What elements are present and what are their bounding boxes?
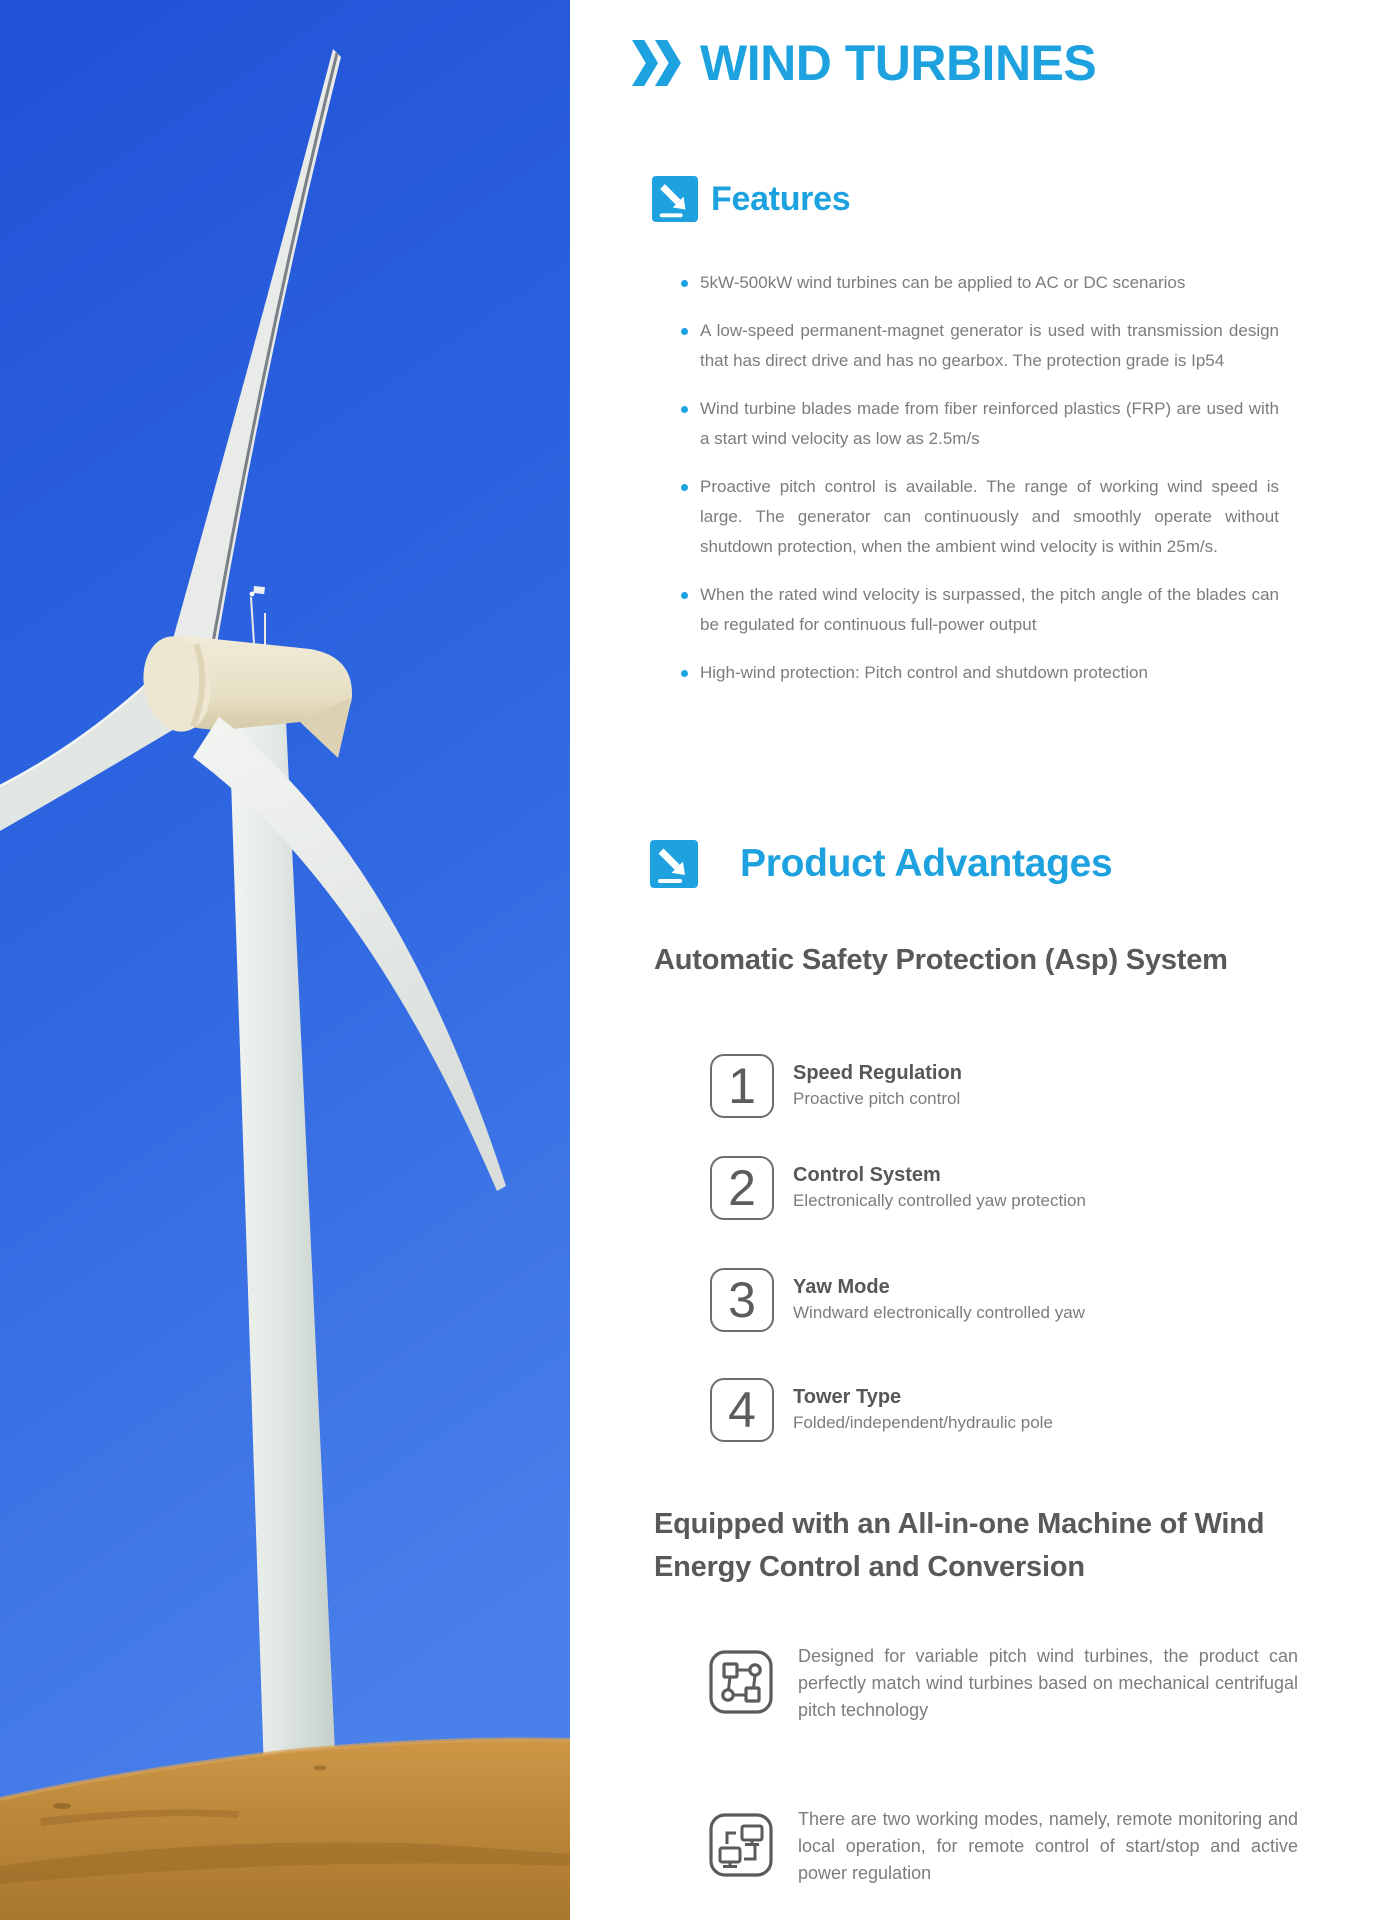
features-bullet-list (681, 268, 1279, 706)
machine-feature-text: There are two working modes, namely, remote monitoring and local operation, for remote control of start/stop and active power regulation (798, 1809, 1298, 1883)
advantage-item (710, 1378, 1053, 1442)
machine-feature-text: Designed for variable pitch wind turbines, the product can perfectly match wind turbines based on mechanical centrifugal pitch technology (798, 1646, 1298, 1720)
antenna-tip (250, 592, 255, 597)
features-heading: Features (711, 179, 851, 218)
advantage-title: Yaw Mode (793, 1276, 890, 1298)
feature-bullet: Wind turbine blades made from fiber reinforced plastics (FRP) are used with a start wind velocity as low as 2.5m/s (681, 394, 1279, 454)
advantage-title: Speed Regulation (793, 1062, 962, 1084)
content-column (570, 0, 1376, 1920)
advantage-item (710, 1156, 1086, 1220)
diagonal-arrow-square-icon (650, 840, 698, 888)
grass-tuft (53, 1803, 71, 1809)
advantage-description: Electronically controlled yaw protection (793, 1191, 1086, 1210)
advantage-description: Proactive pitch control (793, 1089, 961, 1108)
all-in-one-machine-subheading: Equipped with an All-in-one Machine of Wind Energy Control and Conversion (654, 1508, 1265, 1583)
asp-system-subheading: Automatic Safety Protection (Asp) System (654, 944, 1228, 976)
antenna-plate (253, 586, 265, 594)
diagram-nodes-icon (709, 1650, 773, 1714)
wind-turbine-photo (0, 0, 570, 1920)
page-title-row (632, 34, 1096, 92)
machine-feature-row (709, 1643, 1298, 1724)
feature-bullet: High-wind protection: Pitch control and shutdown protection (681, 658, 1279, 688)
advantage-title: Control System (793, 1164, 941, 1186)
machine-feature-row (709, 1806, 1298, 1887)
advantage-description: Windward electronically controlled yaw (793, 1303, 1085, 1322)
remote-monitoring-icon (709, 1813, 773, 1877)
advantage-title: Tower Type (793, 1386, 902, 1408)
feature-bullet: A low-speed permanent-magnet generator is used with transmission design that has direct drive and has no gearbox. The protection grade is Ip54 (681, 316, 1279, 376)
feature-bullet: Proactive pitch control is available. The range of working wind speed is large. The generator can continuously and smoothly operate without shutdown protection, when the ambient wind velocity is within 25m/s. (681, 472, 1279, 562)
product-advantages-section-header (650, 840, 1112, 888)
advantage-item (710, 1268, 1085, 1332)
number-box: 3 (710, 1268, 774, 1332)
double-chevron-right-icon (632, 40, 684, 86)
diagonal-arrow-square-icon (652, 176, 698, 222)
page-title: WIND TURBINES (700, 35, 1097, 91)
number-box: 4 (710, 1378, 774, 1442)
advantage-item (710, 1054, 962, 1118)
features-section-header (652, 176, 850, 222)
grass-tuft (313, 1766, 327, 1771)
product-advantages-heading: Product Advantages (740, 842, 1113, 885)
number-box: 1 (710, 1054, 774, 1118)
number-box: 2 (710, 1156, 774, 1220)
advantage-description: Folded/independent/hydraulic pole (793, 1413, 1053, 1432)
feature-bullet: 5kW-500kW wind turbines can be applied to AC or DC scenarios (681, 268, 1279, 298)
feature-bullet: When the rated wind velocity is surpassed, the pitch angle of the blades can be regulated for continuous full-power output (681, 580, 1279, 640)
